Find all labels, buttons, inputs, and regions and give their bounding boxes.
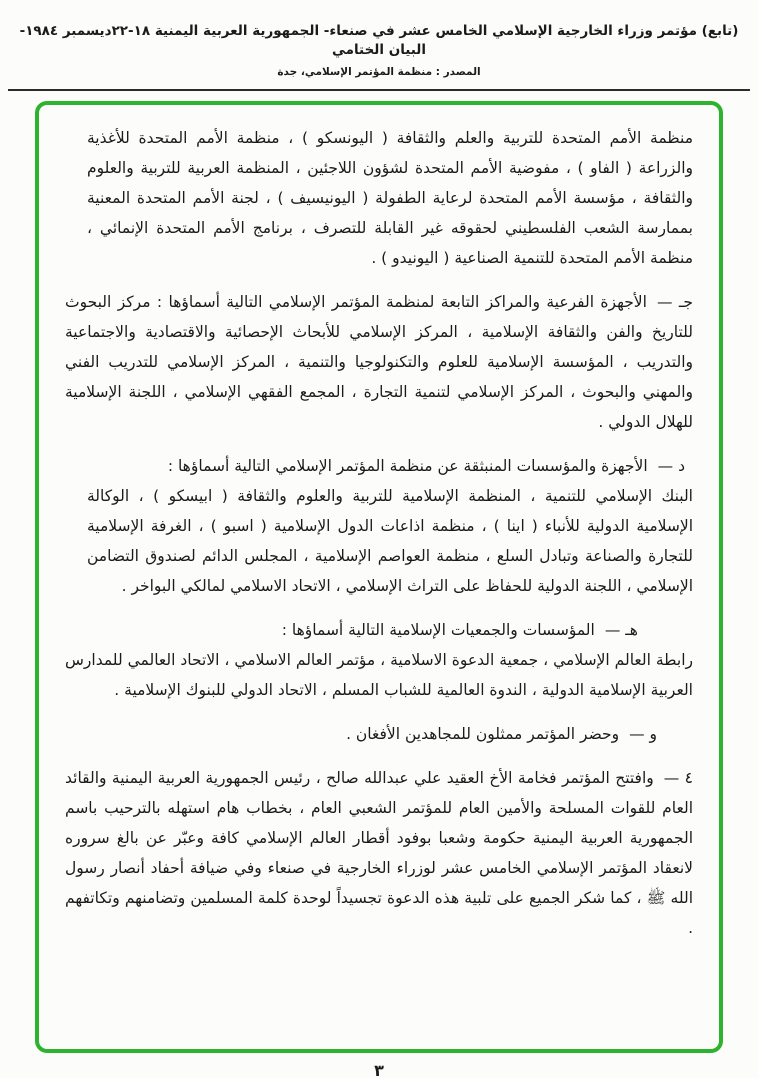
content-frame <box>35 101 723 1053</box>
item-marker-jeem: جـ — <box>656 292 693 311</box>
item-heading-dal-text: الأجهزة والمؤسسات المنبثقة عن منظمة المؤتمر الإسلامي التالية أسماؤها : <box>167 456 648 475</box>
paragraph-un-organizations-text: منظمة الأمم المتحدة للتربية والعلم والثقافة ( اليونسكو ) ، منظمة الأمم المتحدة للأغذية والزراعة ( الفاو ) ، مفوضية الأمم المتحدة لشؤون اللاجئين ، المنظمة العربية للتربية والعلوم والثقافة ، مؤسسة الأمم المتحدة لرعاية الطفولة ( اليونيسيف ) ، لجنة الأمم المتحدة المعنية بممارسة الشعب الفلسطيني لحقوقه غير القابلة للتصرف ، برنامج الأمم المتحدة الإنمائي ، منظمة الأمم المتحدة للتنمية الصناعية ( اليونيدو ) . <box>87 128 693 267</box>
page-number: ٣ <box>374 1060 384 1078</box>
paragraph-item-waw <box>65 719 693 749</box>
document-header <box>0 0 758 78</box>
item-text-jeem: الأجهزة الفرعية والمراكز التابعة لمنظمة المؤتمر الإسلامي التالية أسماؤها : مركز البحوث للتاريخ والفن والثقافة الإسلامية ، المركز الإسلامي للأبحاث الإحصائية والاقتصادية والاجتماعية والتدريب ، المؤسسة الإسلامية للعلوم والتكنولوجيا والتنمية ، المركز الإسلامي للتدريب الفني والمهني والبحوث ، المركز الإسلامي لتنمية التجارة ، المجمع الفقهي الإسلامي ، اللجنة الإسلامية للهلال الدولي . <box>65 292 693 431</box>
item-text-waw: وحضر المؤتمر ممثلون للمجاهدين الأفغان . <box>346 724 620 743</box>
section-item-dal <box>65 451 693 601</box>
paragraph-item-4 <box>65 763 693 943</box>
item-text-4: وافتتح المؤتمر فخامة الأخ العقيد علي عبدالله صالح ، رئيس الجمهورية العربية اليمنية والقائد العام للقوات المسلحة والأمين العام للمؤتمر الشعبي العام ، بخطاب هام استهله بالترحيب باسم الجمهورية العربية اليمنية حكومة وشعبا بوفود أقطار العالم الإسلامي كافة وعبّر عن بالغ سروره لانعقاد المؤتمر الإسلامي الخامس عشر لوزراء الخارجية في صنعاء وفي ضيافة أحفاد أنصار رسول الله ﷺ ، كما شكر الجميع على تلبية هذه الدعوة تجسيداً لوحدة كلمة المسلمين وتضامنهم وتكاتفهم . <box>65 768 693 937</box>
item-body-ha-text: رابطة العالم الإسلامي ، جمعية الدعوة الاسلامية ، مؤتمر العالم الاسلامي ، الاتحاد العالمي للمدارس العربية الإسلامية الدولية ، الندوة العالمية للشباب المسلم ، الاتحاد الدولي للبنوك الإسلامية . <box>65 650 693 699</box>
header-divider <box>8 89 750 91</box>
section-item-ha <box>65 615 693 705</box>
header-source: المصدر : منظمة المؤتمر الإسلامي، جدة <box>277 65 481 78</box>
item-heading-ha-text: المؤسسات والجمعيات الإسلامية التالية أسماؤها : <box>281 620 595 639</box>
item-marker-ha: هـ — <box>604 620 638 639</box>
paragraph-un-organizations <box>65 123 693 273</box>
item-heading-dal <box>65 451 693 481</box>
item-body-ha <box>65 645 693 705</box>
item-marker-dal: د — <box>657 456 685 475</box>
item-body-dal <box>65 481 693 601</box>
item-heading-ha <box>65 615 693 645</box>
item-body-dal-text: البنك الإسلامي للتنمية ، المنظمة الإسلامية للتربية والعلوم والثقافة ( ابيسكو ) ، الوكالة الإسلامية الدولية للأنباء ( اينا ) ، منظمة اذاعات الدول الإسلامية ( اسبو ) ، الغرفة الإسلامية للتجارة والصناعة وتبادل السلع ، منظمة العواصم الإسلامية ، المجلس الدائم لصندوق التضامن الإسلامي ، اللجنة الدولية للحفاظ على التراث الإسلامي ، الاتحاد الاسلامي لمالكي البواخر . <box>87 486 693 595</box>
paragraph-item-jeem <box>65 287 693 437</box>
item-marker-waw: و — <box>629 724 657 743</box>
header-title: (تابع) مؤتمر وزراء الخارجية الإسلامي الخامس عشر في صنعاء- الجمهورية العربية اليمنية ١٨-٢٢ديسمبر ١٩٨٤-البيان الختامي <box>19 23 739 58</box>
item-marker-4: ٤ — <box>663 768 693 787</box>
